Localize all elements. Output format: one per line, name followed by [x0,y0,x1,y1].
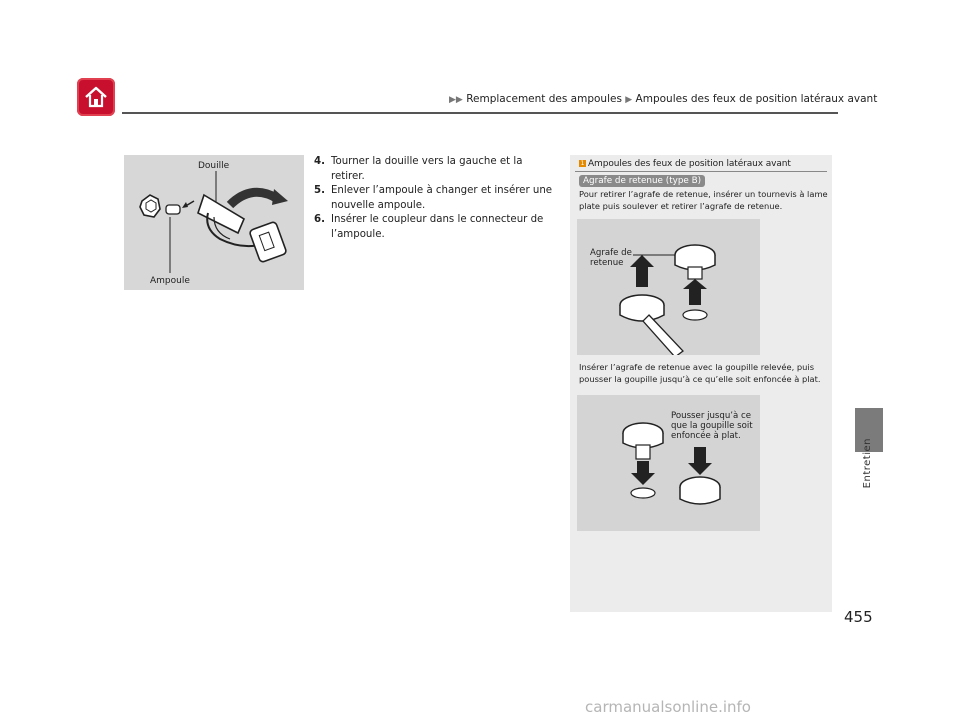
step-number: 5. [314,185,325,196]
clip-removal-drawing [577,219,760,355]
page-number: 455 [844,608,873,626]
step-6 [314,213,554,242]
home-button[interactable] [77,78,115,116]
reference-icon: 1 [580,160,585,167]
instruction-steps [314,155,554,242]
insert-clip-text: Insérer l’agrafe de retenue avec la goupille relevée, puis pousser la goupille jusqu’à ce qu’elle soit enfoncée à plat. [579,362,821,384]
socket-drawing [124,155,304,290]
step-number: 4. [314,156,325,167]
breadcrumb-arrow-icon: ▶ [625,95,633,105]
breadcrumb-arrow-icon: ▶▶ [449,95,463,105]
step-text: Tourner la douille vers la gauche et la retirer. [331,156,523,182]
clip-insert-illustration [577,395,760,531]
sidebar-heading-text: Ampoules des feux de position latéraux avant [588,159,791,169]
note-sidebar [570,155,832,612]
socket-label: Douille [198,161,230,171]
breadcrumb-link-bulbs[interactable]: Remplacement des ampoules [466,93,622,105]
step-number: 6. [314,214,325,225]
step-text: Insérer le coupleur dans le connecteur de l’ampoule. [331,214,544,240]
breadcrumb-current: Ampoules des feux de position latéraux avant [635,93,878,105]
header-rule [122,112,838,114]
sidebar-rule [575,171,827,172]
step-4 [314,155,554,184]
push-pin-label: Pousser jusqu’à ce que la goupille soit enfoncée à plat. [671,411,753,441]
clip-type-badge: Agrafe de retenue (type B) [579,175,705,187]
remove-clip-text: Pour retirer l’agrafe de retenue, insérer un tournevis à lame plate puis soulever et retirer l’agrafe de retenue. [579,189,828,211]
section-tab-label: Entretien [862,438,873,489]
watermark: carmanualsonline.info [585,698,751,716]
step-5 [314,184,554,213]
bulb-label: Ampoule [150,276,190,286]
home-icon [82,83,110,111]
socket-illustration [124,155,304,290]
clip-removal-illustration [577,219,760,355]
step-text: Enlever l’ampoule à changer et insérer une nouvelle ampoule. [331,185,553,211]
breadcrumb [449,93,877,105]
clip-insert-drawing [577,395,760,531]
clip-label: Agrafe de retenue [590,248,632,268]
sidebar-heading[interactable] [579,159,791,169]
